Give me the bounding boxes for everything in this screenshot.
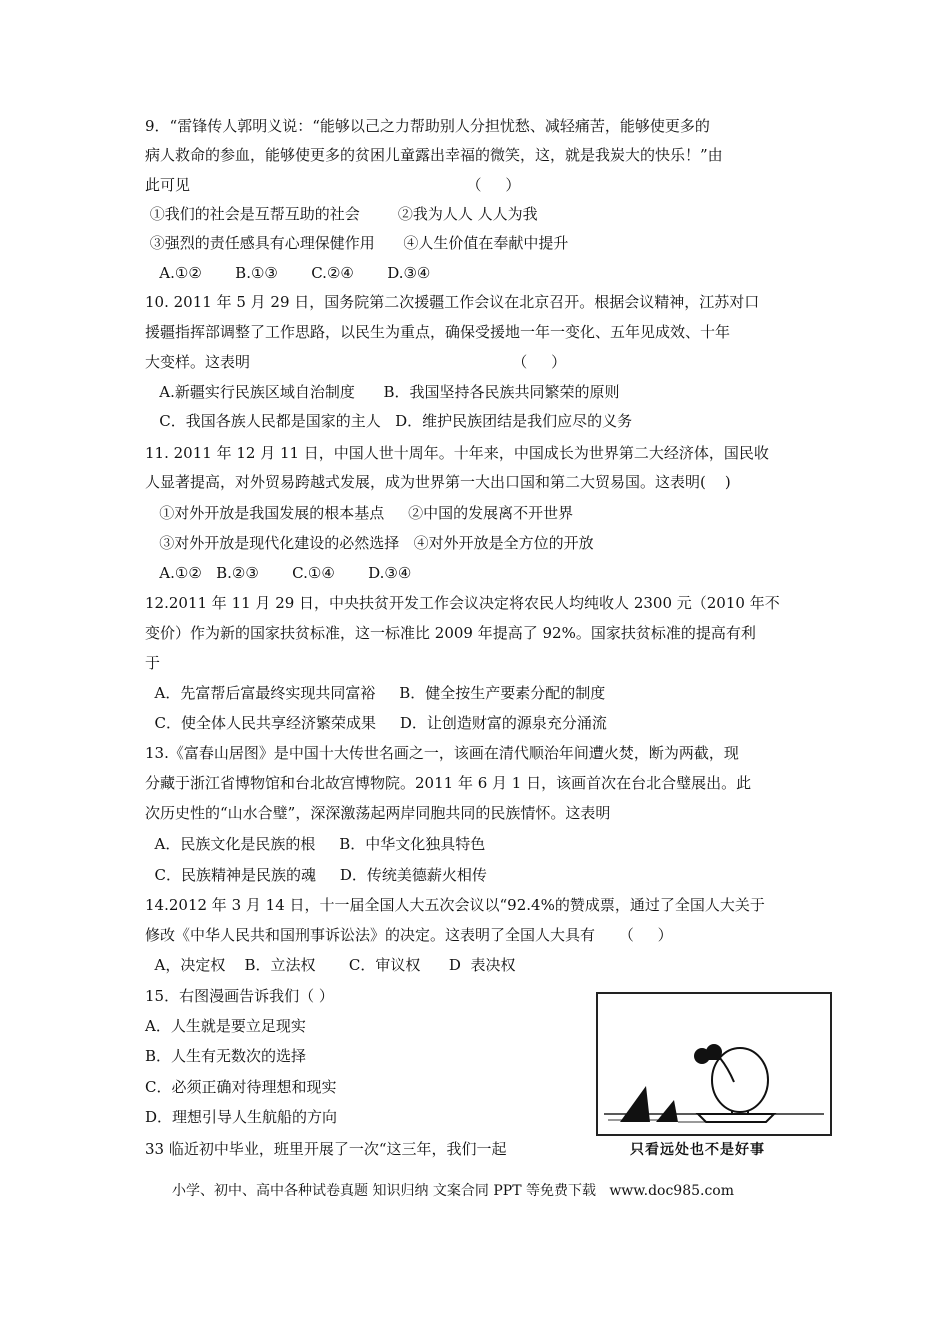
q10-line-1: 10. 2011 年 5 月 29 日，国务院第二次援疆工作会议在北京召开。根据会议精神，江苏对口 (145, 293, 760, 311)
q9-line-2: 病人救命的参血，能够使更多的贫困儿童露出幸福的微笑，这，就是我炭大的快乐！”由 (145, 146, 723, 164)
q10-line-3: 大变样。这表明 （ ） (145, 353, 567, 371)
q10-options-cd: C．我国各族人民都是国家的主人 D．维护民族团结是我们应尽的义务 (145, 412, 633, 430)
q13-options-cd: C．民族精神是民族的魂 D．传统美德薪火相传 (145, 866, 487, 884)
q11-statement-3-4: ③对外开放是现代化建设的必然选择 ④对外开放是全方位的开放 (145, 534, 594, 552)
q14-line-2: 修改《中华人民共和国刑事诉讼法》的决定。这表明了全国人大具有 （ ） (145, 926, 673, 944)
q12-options-cd: C．使全体人民共享经济繁荣成果 D．让创造财富的源泉充分涌流 (145, 714, 607, 732)
q13-line-2: 分藏于浙江省博物馆和台北故宫博物院。2011 年 6 月 1 日，该画首次在台北合璧展出。此 (145, 774, 752, 792)
q13-options-ab: A．民族文化是民族的根 B．中华文化独具特色 (145, 835, 486, 853)
q12-line-1: 12.2011 年 11 月 29 日，中央扶贫开发工作会议决定将农民人均纯收人 2300 元（2010 年不 (145, 594, 780, 612)
cartoon-drawing (598, 994, 830, 1134)
q11-line-2: 人显著提高，对外贸易跨越式发展，成为世界第一大出口国和第二大贸易国。这表明( ) (145, 473, 731, 491)
q12-options-ab: A．先富帮后富最终实现共同富裕 B．健全按生产要素分配的制度 (145, 684, 606, 702)
q15-option-c: C．必须正确对待理想和现实 (145, 1078, 337, 1096)
q9-line-1: 9．“雷锋传人郭明义说：“能够以己之力帮助别人分担忧愁、减轻痛苦，能够使更多的 (145, 117, 710, 135)
q11-line-1: 11. 2011 年 12 月 11 日，中国人世十周年。十年来，中国成长为世界第二大经济体，国民收 (145, 444, 769, 462)
q14-line-1: 14.2012 年 3 月 14 日，十一届全国人大五次会议以“92.4%的赞成票，通过了全国人大关于 (145, 896, 765, 914)
q33-line-1: 33 临近初中毕业，班里开展了一次“这三年，我们一起 (145, 1140, 507, 1158)
q15-option-b: B．人生有无数次的选择 (145, 1047, 307, 1065)
q14-options: A，决定权 B．立法权 C．审议权 D 表决权 (145, 956, 516, 974)
cartoon-frame (596, 992, 832, 1136)
cartoon-caption: 只看远处也不是好事 (630, 1142, 765, 1158)
q9-statement-3-4: ③强烈的责任感具有心理保健作用 ④人生价值在奉献中提升 (145, 234, 569, 252)
q12-line-3: 于 (145, 654, 161, 672)
cartoon-illustration (596, 992, 832, 1164)
q9-statement-1-2: ①我们的社会是互帮互助的社会 ②我为人人 人人为我 (145, 205, 538, 223)
q10-line-2: 援疆指挥部调整了工作思路，以民生为重点，确保受援地一年一变化、五年见成效、十年 (145, 323, 731, 341)
q11-statement-1-2: ①对外开放是我国发展的根本基点 ②中国的发展离不开世界 (145, 504, 574, 522)
q10-options-ab: A.新疆实行民族区域自治制度 B．我国坚持各民族共同繁荣的原则 (145, 383, 620, 401)
q15-option-a: A．人生就是要立足现实 (145, 1017, 306, 1035)
q15-stem: 15．右图漫画告诉我们（ ） (145, 987, 334, 1005)
q13-line-1: 13.《富春山居图》是中国十大传世名画之一，该画在清代顺治年间遭火焚，断为两截，现 (145, 744, 739, 762)
q12-line-2: 变价）作为新的国家扶贫标准，这一标准比 2009 年提高了 92%。国家扶贫标准的提高有利 (145, 624, 756, 642)
q9-options: A.①② B.①③ C.②④ D.③④ (145, 264, 431, 282)
q11-options: A.①② B.②③ C.①④ D.③④ (145, 564, 412, 582)
q15-option-d: D．理想引导人生航船的方向 (145, 1108, 338, 1126)
q13-line-3: 次历史性的“山水合璧”，深深激荡起两岸同胞共同的民族情怀。这表明 (145, 804, 611, 822)
page-footer: 小学、初中、高中各种试卷真题 知识归纳 文案合同 PPT 等免费下载 www.doc985.com (172, 1183, 735, 1199)
q9-line-3: 此可见 （ ） (145, 176, 521, 194)
